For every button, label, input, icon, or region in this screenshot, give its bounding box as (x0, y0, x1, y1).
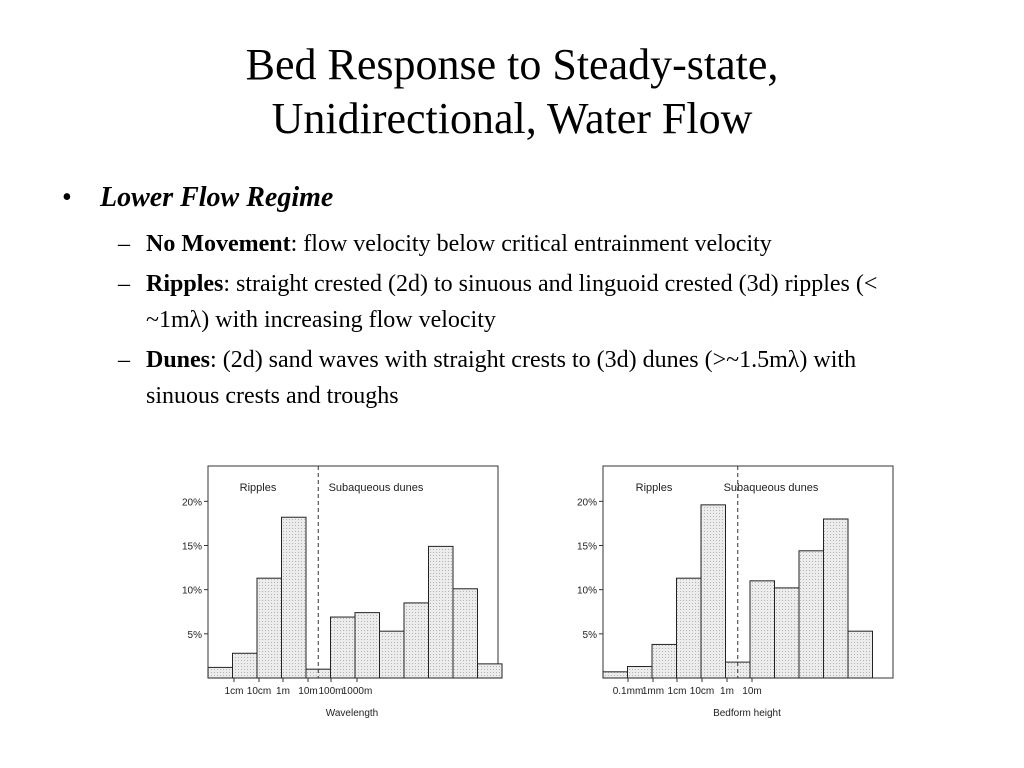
desc-no-movement: : flow velocity below critical entrainment velocity (290, 231, 772, 257)
x-axis-label: Wavelength (325, 708, 379, 719)
wavelength-chart-svg (160, 456, 510, 726)
histogram-bar (652, 644, 677, 678)
region-label: Ripples (635, 482, 673, 494)
histogram-bar (677, 578, 702, 678)
bedform-height-histogram (545, 456, 900, 731)
histogram-bar (282, 517, 307, 678)
x-tick-label: 1cm (224, 686, 244, 697)
region-label: Ripples (239, 482, 277, 494)
histogram-bar (701, 505, 726, 678)
region-label: Subaqueous dunes (328, 482, 424, 494)
slide-title (0, 38, 1024, 146)
histogram-bar (257, 578, 282, 678)
x-tick-label: 10cm (246, 686, 272, 697)
x-tick-label: 10m (298, 686, 318, 697)
wavelength-histogram (160, 456, 510, 731)
x-tick-label: 1m (276, 686, 290, 697)
y-tick-label: 20% (181, 497, 202, 509)
bedform-height-chart-svg (545, 456, 900, 726)
y-tick-label: 15% (576, 541, 597, 553)
histogram-bar (429, 546, 454, 678)
histogram-bar (799, 551, 824, 678)
histogram-bar (775, 588, 800, 678)
histogram-bar (824, 519, 849, 678)
histogram-bar (331, 617, 356, 678)
histogram-bar (628, 667, 653, 678)
x-tick-label: 1cm (667, 686, 687, 697)
x-tick-label: 1000m (341, 686, 373, 697)
histogram-bar (848, 631, 873, 678)
region-label: Subaqueous dunes (723, 482, 819, 494)
x-tick-label: 100m (318, 686, 344, 697)
x-tick-label: 0.1mm (612, 686, 644, 697)
histogram-bar (750, 581, 775, 678)
histogram-bar (380, 631, 405, 678)
dash-marker: – (118, 271, 130, 297)
desc-dunes: : (2d) sand waves with straight crests to (3d) dunes (>~1.5mλ) with sinuous crests and troughs (146, 347, 857, 409)
x-tick-label: 10cm (689, 686, 715, 697)
desc-ripples: : straight crested (2d) to sinuous and linguoid crested (3d) ripples (< ~1mλ) with increasing flow velocity (146, 271, 878, 333)
y-tick-label: 10% (576, 585, 597, 597)
histogram-bar (355, 613, 380, 678)
x-tick-label: 1m (720, 686, 734, 697)
histogram-bar (478, 664, 503, 678)
dash-marker: – (118, 231, 130, 257)
bullet-text: Lower Flow Regime (100, 182, 334, 213)
x-axis-label: Bedform height (713, 708, 781, 719)
histogram-bar (453, 589, 478, 678)
x-tick-label: 1mm (641, 686, 665, 697)
x-tick-label: 10m (742, 686, 762, 697)
bullet-marker: • (62, 182, 72, 213)
term-dunes: Dunes (146, 347, 211, 373)
dash-marker: – (118, 347, 130, 373)
y-tick-label: 10% (181, 585, 202, 597)
title-line-2: Unidirectional, Water Flow (271, 94, 753, 143)
y-tick-label: 15% (181, 541, 202, 553)
title-line-1: Bed Response to Steady-state, (245, 40, 779, 89)
y-tick-label: 5% (187, 629, 202, 641)
term-ripples: Ripples (146, 271, 224, 297)
term-no-movement: No Movement (146, 231, 291, 257)
histogram-bar (603, 672, 628, 678)
histogram-bar (233, 653, 258, 678)
y-tick-label: 20% (576, 497, 597, 509)
histogram-bar (208, 667, 233, 678)
y-tick-label: 5% (582, 629, 597, 641)
histogram-bar (404, 603, 429, 678)
